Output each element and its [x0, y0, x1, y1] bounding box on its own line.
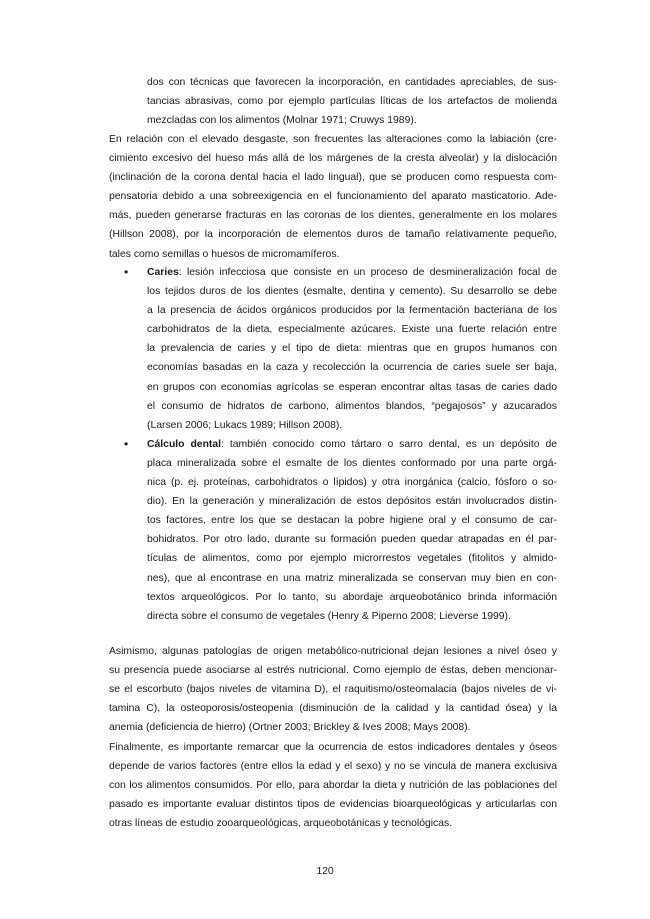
bullet-list	[124, 263, 557, 626]
text-line: con los alimentos consumidos. Por ello, para abordar la dieta y nutrición de las poblaciones del	[109, 780, 557, 792]
text-line: se el escorbuto (bajos niveles de vitamina D), el raquitismo/osteomalacia (bajos niveles de vi-	[109, 684, 557, 696]
text-line: la prevalencia de caries y el tipo de dieta: mientras que en grupos humanos con	[147, 343, 557, 355]
paragraph-conclusion	[109, 738, 557, 833]
text-line: (Hillson 2008), por la incorporación de elementos duros de tamaño relativamente pequeño,	[109, 229, 557, 241]
bullet-first-line	[147, 435, 557, 454]
text-line: cimiento excesivo del hueso más allá de los márgenes de la cresta alveolar) y la dislocación	[109, 153, 557, 165]
bullet-item-calculo-dental	[124, 435, 557, 626]
text-line: economías basadas en la caza y recolección la ocurrencia de caries suele ser baja,	[147, 362, 557, 374]
bullet-term: Cálculo dental	[147, 438, 222, 450]
bullet-first-text: : también conocido como tártaro o sarro dental, es un depósito de	[221, 438, 557, 450]
text-line: su presencia puede asociarse al estrés nutricional. Como ejemplo de éstas, deben mencionar-	[109, 665, 557, 677]
bullet-marker: •	[124, 265, 129, 279]
bullet-marker: •	[124, 436, 129, 451]
text-line: en grupos con economías agrícolas se esperan encontrar altas tasas de caries dado	[147, 381, 557, 393]
text-line: (Larsen 2006; Lukacs 1989; Hillson 2008).	[147, 419, 343, 431]
text-line: depende de varios factores (entre ellos la edad y el sexo) y no se vincula de manera exclusiva	[109, 761, 557, 773]
bullet-item-caries	[124, 263, 557, 435]
text-line: placa mineralizada sobre el esmalte de los dientes conformado por una parte orgá-	[147, 457, 557, 469]
text-line: anemia (deficiencia de hierro) (Ortner 2003; Brickley & Ives 2008; Mays 2008).	[109, 722, 471, 734]
page-number: 120	[316, 866, 334, 877]
text-line: dos con técnicas que favorecen la incorporación, en cantidades apreciables, de sus-	[147, 77, 557, 88]
text-line: En relación con el elevado desgaste, son frecuentes las alteraciones como la labiación (cre-	[109, 134, 557, 145]
text-line: más, pueden generarse fracturas en las coronas de los dientes, generalmente en los molares	[109, 210, 557, 222]
text-line: tancias abrasivas, como por ejemplo partículas líticas de los artefactos de molienda	[147, 96, 557, 108]
text-line: a la presencia de ácidos orgánicos producidos por la fermentación bacteriana de los	[147, 305, 557, 317]
text-line: Asimismo, algunas patologías de origen metabólico-nutricional dejan lesiones a nivel óseo y	[109, 646, 557, 657]
paragraph-desgaste	[109, 130, 557, 264]
text-line: el consumo de hidratos de carbono, alimentos blandos, “pegajosos” y azucarados	[147, 400, 557, 412]
text-line: bohidratos. Por otro lado, durante su formación pueden quedar atrapadas en él par-	[147, 534, 557, 546]
continuation-paragraph	[147, 73, 557, 130]
bullet-term: Caries	[147, 267, 179, 278]
text-line: nes), que al encontrase en una matriz mineralizada se conservan muy bien en con-	[147, 572, 557, 584]
text-line: mezcladas con los alimentos (Molnar 1971; Cruwys 1989).	[147, 115, 417, 127]
text-line: pensatoria debido a una sobreexigencia en el funcionamiento del aparato masticatorio. Ade-	[109, 191, 557, 203]
text-line: los tejidos duros de los dientes (esmalte, dentina y cemento). Su desarrollo se debe	[147, 286, 557, 298]
text-line: pasado es importante evaluar distintos tipos de evidencias bioarqueológicas y articularlas con	[109, 799, 557, 811]
text-line: nica (p. ej. proteínas, carbohidratos o lípidos) y otra inorgánica (calcio, fósforo o so-	[147, 477, 557, 489]
text-line: directa sobre el consumo de vegetales (Henry & Piperno 2008; Lieverse 1999).	[147, 610, 511, 622]
text-line: (inclinación de la corona dental hacia el lado lingual), que se producen como respuesta com-	[109, 172, 557, 184]
bullet-first-line	[147, 263, 557, 282]
text-line: carbohidratos de la dieta, especialmente azúcares. Existe una fuerte relación entre	[147, 324, 557, 336]
paragraph-metabolic	[109, 642, 557, 737]
text-line: dio). En la generación y mineralización de estos depósitos están involucrados distin-	[147, 496, 557, 508]
text-line: Finalmente, es importante remarcar que la ocurrencia de estos indicadores dentales y óseos	[109, 742, 557, 753]
text-line: tículas de alimentos, como por ejemplo microrrestos vegetales (fitolitos y almido-	[147, 553, 557, 565]
bullet-first-text: : lesión infecciosa que consiste en un proceso de desmineralización focal de	[178, 267, 557, 278]
text-line: tamina C), la osteoporosis/osteopenia (disminución de la calidad y la cantidad ósea) y la	[109, 703, 557, 715]
text-line: textos arqueológicos. Por lo tanto, su abordaje arqueobotánico brinda información	[147, 591, 557, 603]
text-line: otras líneas de estudio zooarqueológicas, arqueobotánicas y tecnológicas.	[109, 818, 453, 830]
text-line: tales como semillas o huesos de micromamíferos.	[109, 248, 340, 260]
text-line: tos factores, entre los que se destacan la pobre higiene oral y el consumo de car-	[147, 515, 557, 527]
